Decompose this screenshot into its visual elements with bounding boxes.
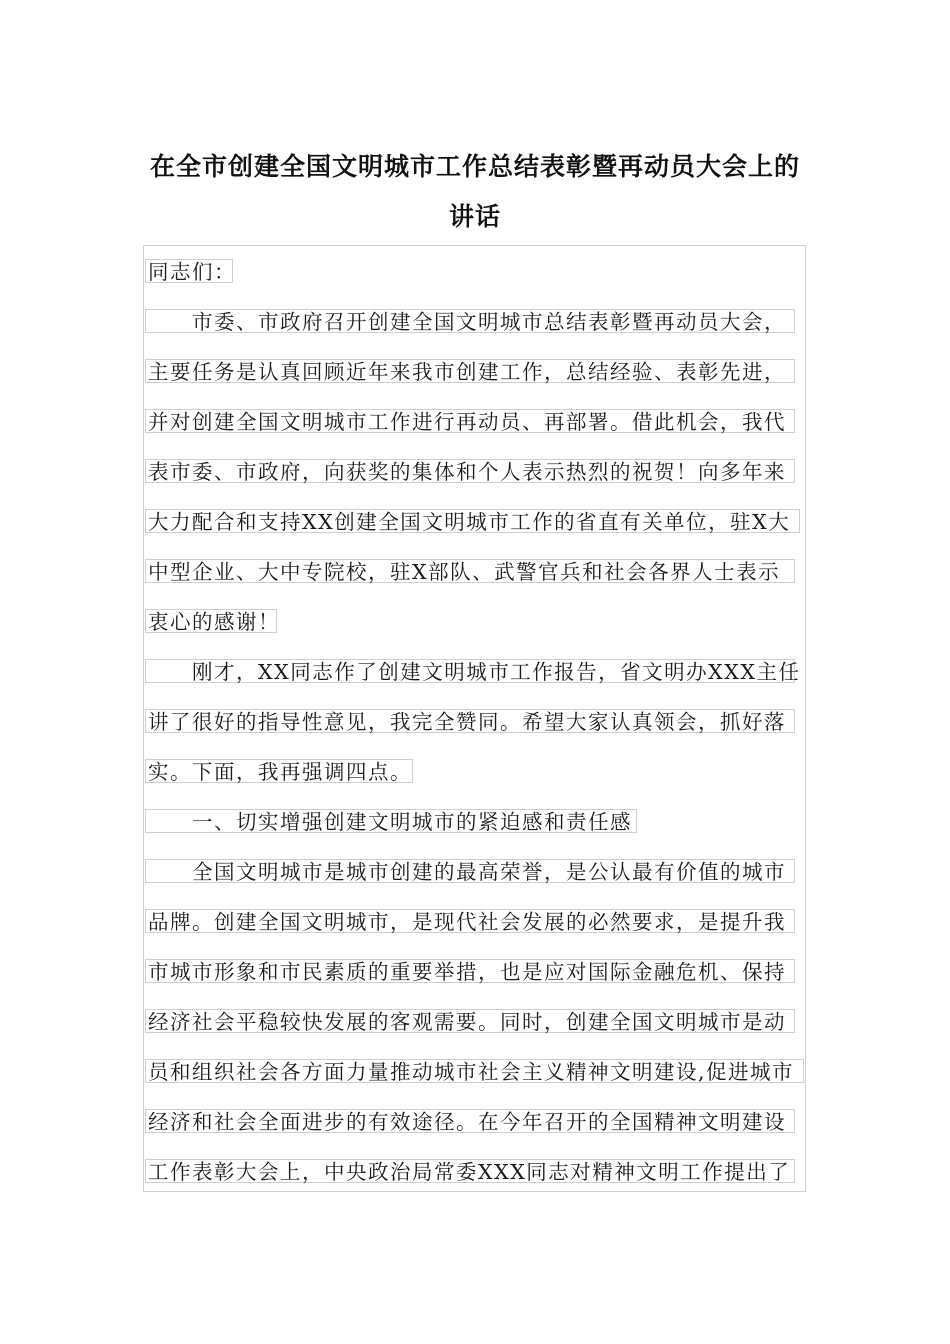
text-line: 员和组织社会各方面力量推动城市社会主义精神文明建设,促进城市 xyxy=(145,1059,794,1085)
text-line: 表市委、市政府，向获奖的集体和个人表示热烈的祝贺！向多年来 xyxy=(145,459,786,485)
text-line: 衷心的感谢！ xyxy=(145,609,280,635)
text-line: 刚才，XX同志作了创建文明城市工作报告，省文明办XXX主任 xyxy=(145,659,800,685)
text-line: 全国文明城市是城市创建的最高荣誉，是公认最有价值的城市 xyxy=(145,859,786,885)
text-line: 并对创建全国文明城市工作进行再动员、再部署。借此机会，我代 xyxy=(145,409,786,435)
text-line: 中型企业、大中专院校，驻X部队、武警官兵和社会各界人士表示 xyxy=(145,559,780,585)
text-line: 主要任务是认真回顾近年来我市创建工作，总结经验、表彰先进， xyxy=(145,359,786,385)
section-heading: 一、切实增强创建文明城市的紧迫感和责任感 xyxy=(145,809,632,835)
text-line: 讲了很好的指导性意见，我完全赞同。希望大家认真领会，抓好落 xyxy=(145,709,786,735)
document-title-line-2: 讲话 xyxy=(448,202,501,231)
text-line-greeting: 同志们： xyxy=(145,259,236,285)
text-line: 市委、市政府召开创建全国文明城市总结表彰暨再动员大会， xyxy=(145,309,786,335)
text-line: 工作表彰大会上，中央政治局常委XXX同志对精神文明工作提出了 xyxy=(145,1159,790,1185)
document-title-line-1: 在全市创建全国文明城市工作总结表彰暨再动员大会上的 xyxy=(149,152,800,181)
text-line: 经济和社会全面进步的有效途径。在今年召开的全国精神文明建设 xyxy=(145,1109,786,1135)
text-line: 经济社会平稳较快发展的客观需要。同时，创建全国文明城市是动 xyxy=(145,1009,786,1035)
text-line: 品牌。创建全国文明城市，是现代社会发展的必然要求，是提升我 xyxy=(145,909,786,935)
text-line: 实。下面，我再强调四点。 xyxy=(145,759,412,785)
text-line: 大力配合和支持XX创建全国文明城市工作的省直有关单位，驻X大 xyxy=(145,509,790,535)
text-line: 市城市形象和市民素质的重要举措，也是应对国际金融危机、保持 xyxy=(145,959,786,985)
